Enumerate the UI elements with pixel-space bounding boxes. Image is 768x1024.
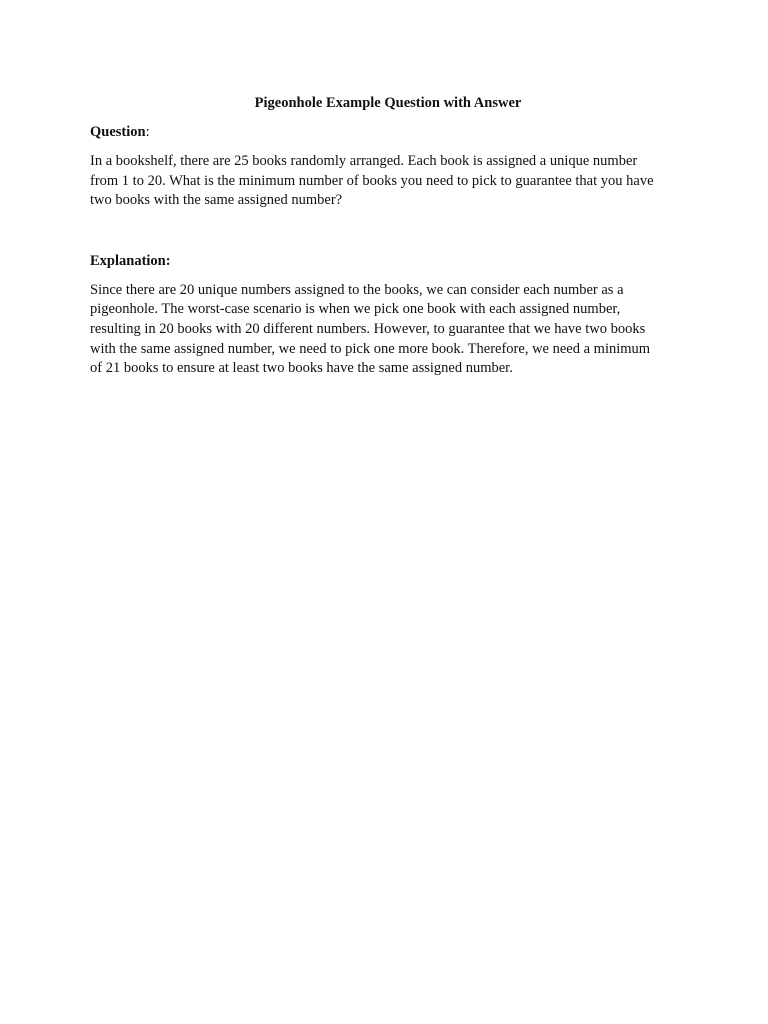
document-title: Pigeonhole Example Question with Answer	[254, 95, 522, 111]
question-heading-colon: :	[145, 124, 150, 140]
explanation-text: Since there are 20 unique numbers assigned to the books, we can consider each number as a pigeonhole. The worst-case scenario is when we pick one book with each assigned number, resulting in 20 books with 20 different numbers. However, to guarantee that we have two books with the same assigned number, we need to pick one more book. Therefore, we need a minimum of 21 books to ensure at least two books have the same assigned number.	[90, 281, 651, 377]
document-content	[90, 94, 686, 379]
explanation-heading: Explanation:	[90, 252, 171, 269]
question-text: In a bookshelf, there are 25 books randomly arranged. Each book is assigned a unique number from 1 to 20. What is the minimum number of books you need to pick to guarantee that you have two books with the same assigned number?	[90, 153, 654, 209]
question-heading	[90, 123, 686, 142]
question-heading-label: Question	[90, 124, 146, 140]
